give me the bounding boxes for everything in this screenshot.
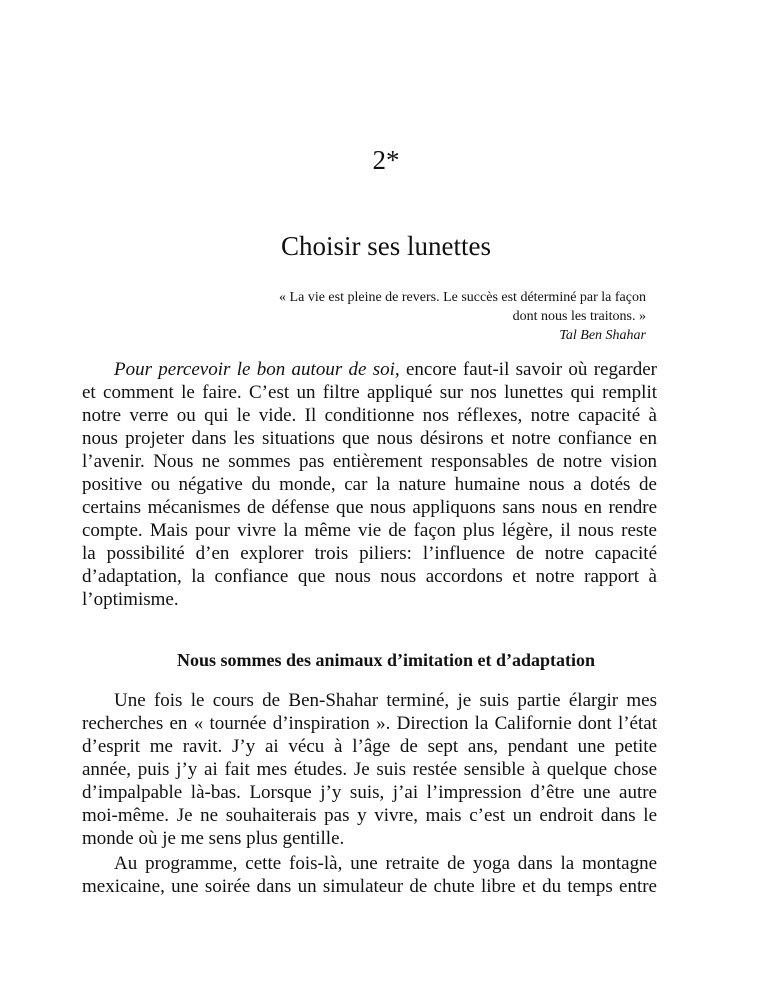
paragraph-line: moi-même. Je ne souhaiterais pas y vivre, mais c’est un endroit dans le <box>82 805 657 826</box>
paragraph-line: la possibilité d’en explorer trois piliers: l’influence de notre capacité <box>82 543 657 564</box>
italic-lead: Pour percevoir le bon autour de soi, <box>114 359 400 380</box>
line-text: encore faut-il savoir où regarder <box>399 359 657 380</box>
paragraph-intro <box>82 358 657 611</box>
paragraph-line: l’avenir. Nous ne sommes pas entièrement responsables de notre vision <box>82 451 657 472</box>
paragraph-programme <box>82 852 657 898</box>
epigraph-quote-line: « La vie est pleine de revers. Le succès est déterminé par la façon <box>279 290 646 305</box>
paragraph-line: et comment le faire. C’est un filtre appliqué sur nos lunettes qui remplit <box>82 382 657 403</box>
epigraph <box>226 288 646 345</box>
paragraph-line: certains mécanismes de défense que nous appliquons sans nous en rendre <box>82 497 657 518</box>
epigraph-quote-line: dont nous les traitons. » <box>512 309 646 324</box>
section-heading: Nous sommes des animaux d’imitation et d’adaptation <box>176 650 596 670</box>
paragraph-line: mexicaine, une soirée dans un simulateur de chute libre et du temps entre <box>82 876 657 897</box>
paragraph-line: d’esprit me ravit. J’y ai vécu à l’âge de sept ans, pendant une petite <box>82 736 657 757</box>
chapter-title: Choisir ses lunettes <box>281 231 491 261</box>
paragraph-line: compte. Mais pour vivre la même vie de façon plus légère, il nous reste <box>82 520 657 541</box>
paragraph-line: notre verre ou qui le vide. Il conditionne nos réflexes, notre capacité à <box>82 405 657 426</box>
paragraph-line: d’adaptation, la confiance que nous nous accordons et notre rapport à <box>82 566 657 587</box>
paragraph-line: Une fois le cours de Ben-Shahar terminé, je suis partie élargir mes <box>114 690 657 711</box>
paragraph-line: positive ou négative du monde, car la nature humaine nous a dotés de <box>82 474 657 495</box>
paragraph-line: monde où je me sens plus gentille. <box>82 828 345 849</box>
paragraph-line: Au programme, cette fois-là, une retraite de yoga dans la montagne <box>114 853 657 874</box>
paragraph-line: année, puis j’y ai fait mes études. Je suis restée sensible à quelque chose <box>82 759 657 780</box>
chapter-number: 2* <box>372 145 400 175</box>
paragraph-line <box>82 358 657 381</box>
paragraph-line: d’impalpable là-bas. Lorsque j’y suis, j’ai l’impression d’être une autre <box>82 782 657 803</box>
paragraph-line: recherches en « tournée d’inspiration ». Direction la Californie dont l’état <box>82 713 657 734</box>
epigraph-author: Tal Ben Shahar <box>559 328 646 343</box>
paragraph-line: nous projeter dans les situations que nous désirons et notre confiance en <box>82 428 657 449</box>
paragraph-line: l’optimisme. <box>82 589 179 610</box>
paragraph-california <box>82 689 657 850</box>
